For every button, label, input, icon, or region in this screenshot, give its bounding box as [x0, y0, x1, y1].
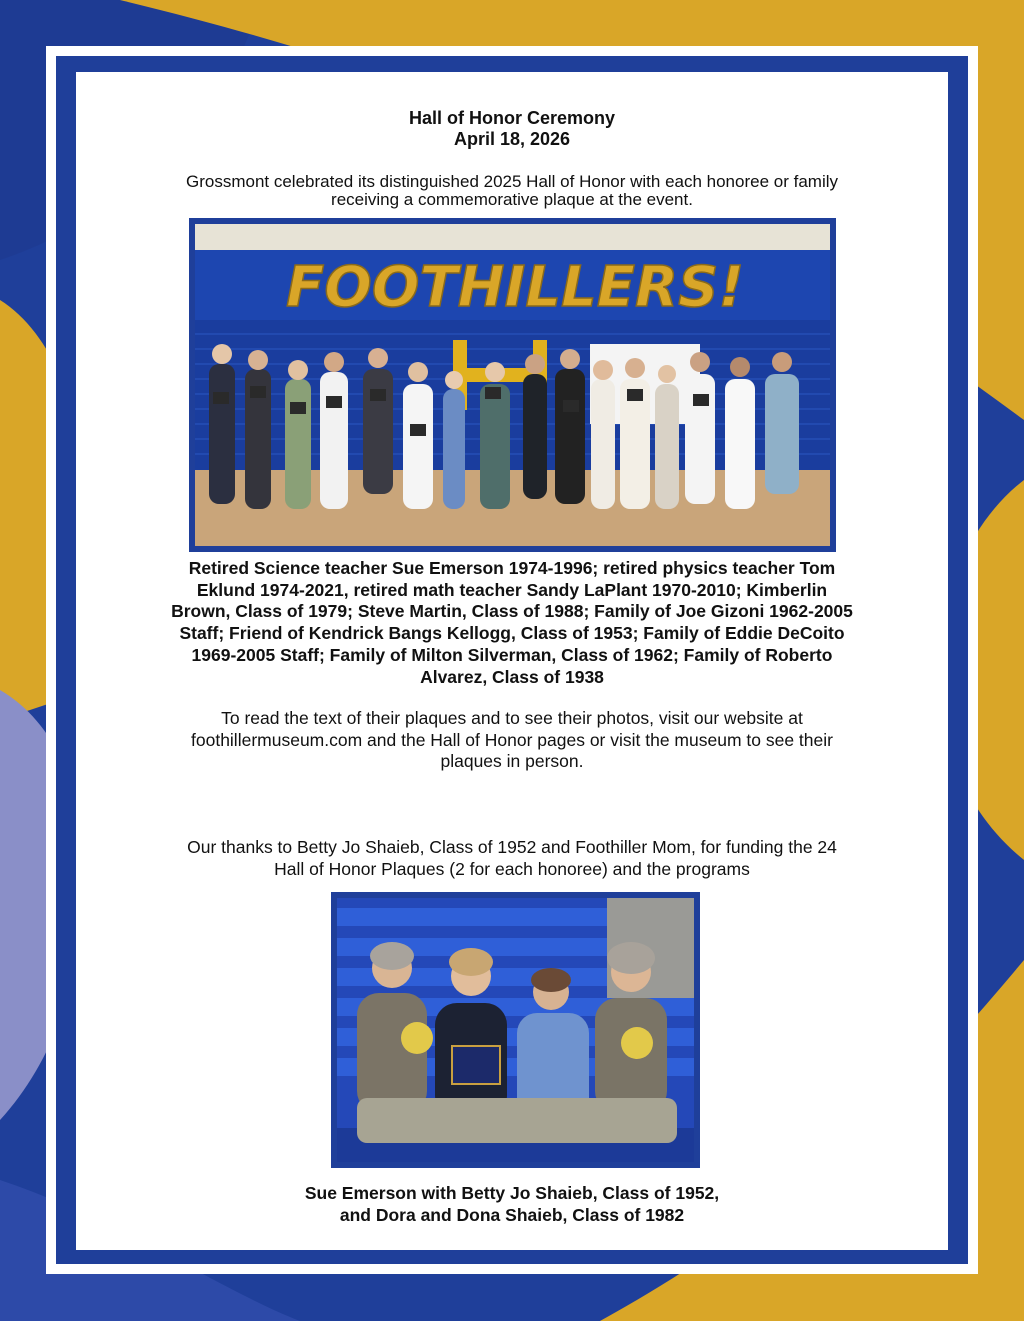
caption2-line-1: Sue Emerson with Betty Jo Shaieb, Class of 1952,	[304, 1183, 720, 1203]
thanks-line: Hall of Honor Plaques (2 for each honoree) and the programs	[274, 858, 750, 879]
caption-line: Eklund 1974-2021, retired math teacher Sandy LaPlant 1970-2010; Kimberlin	[196, 579, 828, 600]
intro-paragraph	[76, 173, 948, 209]
title-line-1: Hall of Honor Ceremony	[408, 108, 616, 128]
title-line-2: April 18, 2026	[453, 129, 571, 149]
intro-line-1: Grossmont celebrated its distinguished 2025 Hall of Honor with each honoree or family	[185, 172, 838, 191]
page-title	[76, 108, 948, 150]
content-panel	[76, 72, 948, 1250]
visit-line: plaques in person.	[440, 751, 584, 771]
caption-line: Brown, Class of 1979; Steve Martin, Class of 1988; Family of Joe Gizoni 1962-2005	[171, 601, 853, 622]
photo-caption-bottom	[76, 1182, 948, 1226]
thanks-paragraph	[116, 837, 908, 880]
visit-paragraph	[126, 708, 898, 773]
visit-line: To read the text of their plaques and to see their photos, visit our website at	[221, 708, 803, 728]
four-women-photo	[331, 892, 700, 1168]
visit-line: foothillermuseum.com and the Hall of Honor pages or visit the museum to see their	[191, 729, 833, 750]
honorees-caption	[116, 558, 908, 688]
caption-line: Staff; Friend of Kendrick Bangs Kellogg, Class of 1953; Family of Eddie DeCoito	[179, 623, 845, 644]
intro-line-2: receiving a commemorative plaque at the event.	[331, 190, 693, 209]
foothillers-banner-text: FOOTHILLERS!	[286, 255, 744, 320]
caption-line: Alvarez, Class of 1938	[420, 666, 604, 687]
caption-line: 1969-2005 Staff; Family of Milton Silverman, Class of 1962; Family of Roberto	[191, 644, 833, 665]
thanks-line: Our thanks to Betty Jo Shaieb, Class of 1952 and Foothiller Mom, for funding the 24	[187, 837, 837, 857]
caption2-line-2: and Dora and Dona Shaieb, Class of 1982	[339, 1205, 685, 1225]
group-photo-honorees	[189, 218, 836, 552]
caption-line: Retired Science teacher Sue Emerson 1974-1996; retired physics teacher Tom	[188, 558, 836, 578]
